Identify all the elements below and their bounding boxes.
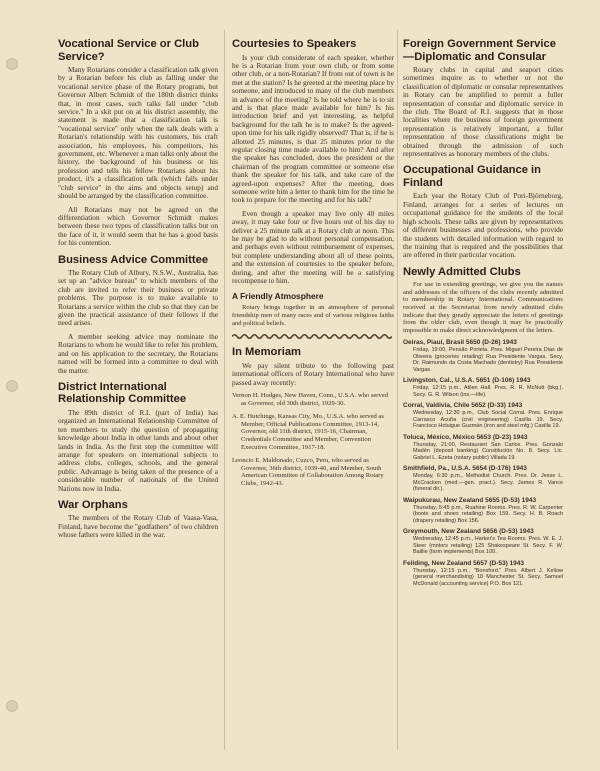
club-name: Feilding, New Zealand 5657 (D-53) 1943: [403, 559, 525, 567]
foreign-service-paragraph: Rotary clubs in capital and seaport cities sometimes inquire as to whether or not the classification of diplomatic or consular representatives in Rotary can be amplified to permit a fuller representation of consular and diplomatic service in the club. The Board of R.I. suggests that in those localities where the business of foreign government representation is relatively important, a fuller representation of those classifications might be obtained through the admission of such representatives as honorary members of the clubs.: [403, 65, 563, 159]
binder-hole: [6, 58, 18, 70]
district-committee-heading: District International Relationship Committee: [58, 380, 187, 406]
newly-admitted-heading: Newly Admitted Clubs: [403, 265, 521, 278]
club-details: Monday, 6:30 p.m., Methodist Church. Pres. Dr. Jesse L. McCracken (med.—gen. pract.). Secy. James R. Vance (funeral dir.).: [413, 473, 563, 493]
club-name: Smithfield, Pa., U.S.A. 5654 (D-176) 1943: [403, 465, 527, 473]
binder-hole: [6, 380, 18, 392]
vocational-heading: Vocational Service or Club Service?: [58, 38, 199, 63]
district-committee-paragraph: The 89th district of R.I. (part of India) has organized an International Relationship Committee of ten members to study the question of propagating knowledge about India in other lands and about other lands in India. As the first step the committee will arrange for speakers on international subjects to address clubs, colleges, schools, and the general public. Advantage is being taken of the presence of a considerable number of nationals of the United Nations now in India.: [58, 407, 218, 493]
occupational-guidance-heading: Occupational Guidance in Finland: [403, 164, 542, 189]
column-right: [403, 38, 563, 760]
club-name: Livingston, Cal., U.S.A. 5651 (D-106) 1943: [403, 377, 531, 385]
memoriam-entry: Vernon H. Hodges, New Haven, Conn., U.S.A. who served as Governor, old 30th district, 1929-30.: [232, 391, 389, 407]
memoriam-entry: Leoncio E. Maldonado, Cuzco, Peru, who served as Governor, 36th district, 1939-40, and Member, South American Committee of Collaboration Among Rotary Clubs, 1942-43.: [232, 457, 384, 487]
club-entry: [403, 465, 563, 493]
club-entry: [403, 377, 563, 398]
column-divider: [397, 30, 398, 750]
club-details: Thursday, 21:00, Restaurant San Carlos. Pres. Gonzalo Madén (deposit banking) Constitución No. 8. Secy. Lic. Gabriel L. Ezeta (notary public) Villada 19.: [413, 441, 563, 461]
vocational-paragraph: All Rotarians may not be agreed on the differentiation which Governor Schmidt makes between these two types of classification talks but on the face of it, it would seem that he has a good basis for his contention.: [58, 204, 218, 248]
club-details: Wednesday, 12:30 p.m., Club Social Corral. Pres. Enrique Carrasco Acuña (civil engineering) Casilla 19. Secy. Francisco Holuigue Guzmán (iron and steel mfg.) Casilla 19.: [413, 410, 563, 430]
club-entry: [403, 497, 563, 525]
business-advice-paragraph: A member seeking advice may nominate the Rotarians to whom he would like to refer his problem, and on his application to the secretary, the Rotarians named will be formed into a committee to deal with the matter.: [58, 331, 218, 375]
courtesies-paragraph: Is your club considerate of each speaker, whether he is a Rotarian from your own club, or from some other club, or a non-Rotarian? If from out of town is he met at the station? Is he greeted at the meeting place by someone, and introduced to many of the club members in advance of the meeting? Is he told where he is to sit and is that place made available for him? Is his introduction brief and yet interesting, as helpful background for the talk he is to make? Is the agreed-upon time for his talk rigidly observed? That is, if he is allotted 25 minutes, is that 25 minutes prior to the regular closing time made available to him? And after the speaker has concluded, does the president or the chairman of the program committee or someone else thank the speaker for his talk, and take care of the agreed-upon expenses? After the meeting, does someone write him a letter to thank him for the time he took to prepare for the meeting and for his talk?: [232, 52, 394, 205]
club-entry: [403, 528, 563, 556]
column-middle: [232, 38, 394, 760]
club-details: Friday, 12:15 p.m., Atilen Hall. Pres. R. R. McNutt (bkg.). Secy. G. R. Wilson (ins.—life).: [413, 385, 563, 398]
wavy-divider: [232, 333, 392, 340]
binder-holes: [6, 0, 18, 771]
business-advice-paragraph: The Rotary Club of Albury, N.S.W., Australia, has set up an "advice bureau" to which members of the club are invited to refer their business or private problems. The purpose is to make available to Rotarians a service within the club so that they can be given the practical assistance of their fellows if the need arises.: [58, 268, 218, 328]
foreign-service-heading: Foreign Government Service—Diplomatic and Consular: [403, 38, 556, 63]
vocational-paragraph: Many Rotarians consider a classification talk given by a Rotarian before his club as falling under the vocational service phase of the Rotary program, but Governor Albert Schmidt of the 180th district thinks that, in most cases, such talks fall under "club service." In a skit put on at his district assembly, the statement is made that a classification talk is "vocational service" only when the talk deals with a Rotarian's relationship with his customers, his craft association, his employees, his competitors, his government, etc. Whenever a man talks only about the history, the background of his business or his profession and tells his fellow Rotarians about his product, it's a classification talk (which falls under "club service" in the aims and objects setup) and should be arranged by the classification committee.: [58, 65, 218, 201]
club-name: Oeiras, Piauí, Brasil 5650 (D-26) 1943: [403, 339, 517, 347]
club-name: Greymouth, New Zealand 5656 (D-53) 1943: [403, 528, 534, 536]
club-name: Corral, Valdivia, Chile 5652 (D-33) 1943: [403, 402, 523, 410]
club-details: Wednesday, 12:45 p.m., Harker's Tea Rooms. Pres. W. E. J. Steer (motors retailing) 125 Shakespeare St. Secy. F. W. Baillie (farm implements) Box 100.: [413, 536, 563, 556]
in-memoriam-intro: We pay silent tribute to the following past international officers of Rotary International who have passed away recently:: [232, 360, 394, 387]
column-left: [58, 38, 218, 760]
club-entry: [403, 339, 563, 373]
column-divider: [224, 30, 225, 750]
courtesies-heading: Courtesies to Speakers: [232, 38, 357, 50]
war-orphans-heading: War Orphans: [58, 498, 128, 511]
club-details: Thursday, 5:45 p.m., Ruahine Rooms. Pres. R. W. Carpenter (boots and shoes retailing) Box 159. Secy. H. B. Roach (drapery retailing) Box 156.: [413, 504, 563, 524]
courtesies-paragraph: Even though a speaker may live only 40 miles away, it may take four or five hours out of his day to deliver a 25 minute talk at a Rotary club at noon. This he may be glad to do without personal compensation, and perhaps even without reimbursement of expenses, but complete understanding about all of these points, and the extension of courtesies to the speaker before, during, and after the meeting will be a satisfying recompense to him.: [232, 208, 394, 286]
club-name: Toluca, México, México 5653 (D-23) 1943: [403, 433, 528, 441]
club-name: Waipukurau, New Zealand 5655 (D-53) 1943: [403, 496, 537, 504]
in-memoriam-heading: In Memoriam: [232, 346, 302, 359]
memoriam-entry: A. E. Hutchings, Kansas City, Mo., U.S.A. who served as Member, Official Publications Committee, 1913-14, Governor, old 11th district, 1915-16, Chairman, Credentials Committee and Member, Convention Executive Committee, 1917-18.: [232, 413, 384, 451]
club-details: Friday, 19:00, Pensão Portela. Pres. Miguel Pereira Dias de Oliveira (groceries retailing) Rua Presidente Vargas. Secy. Dr. Raimundo da Costa Machado (dentistry) Rua Presidente Vargas.: [413, 347, 563, 373]
newly-admitted-intro: For use in extending greetings, we give you the names and addresses of the officers of the clubs recently admitted to membership in Rotary International. Communications received at the Secretariat from newly admitted clubs indicate that they greatly appreciate the letters of greetings from the older club, even though it may be practically impossible to make direct acknowledgment of the letters.: [403, 281, 563, 334]
friendly-atmosphere-paragraph: Rotary brings together in an atmosphere of personal friendship men of many races and of various religious faiths and political beliefs.: [232, 304, 394, 327]
club-entry: [403, 402, 563, 430]
friendly-atmosphere-heading: A Friendly Atmosphere: [232, 291, 324, 302]
club-entry: [403, 434, 563, 462]
business-advice-heading: Business Advice Committee: [58, 253, 209, 266]
war-orphans-paragraph: The members of the Rotary Club of Vaasa-Vasa, Finland, have become the "godfathers" of two children whose fathers were killed in the war.: [58, 513, 218, 540]
club-entry: [403, 560, 563, 588]
occupational-guidance-paragraph: Each year the Rotary Club of Pori-Björneborg, Finland, arranges for a series of lectures on occupational guidance for the students of the local high schools. These talks are given by representatives of different businesses and professions, who provide the students with detailed information with regard to the training that is required and the possibilities that are offered in their particular vocation.: [403, 191, 563, 260]
club-details: Thursday, 12:15 p.m., "Bonsford." Pres. Albert J. Kellow (general merchandising) 18 Manchester St. Secy. Samuel McDonald (accounting service) P.O. Box 121.: [413, 567, 563, 587]
binder-hole: [6, 700, 18, 712]
